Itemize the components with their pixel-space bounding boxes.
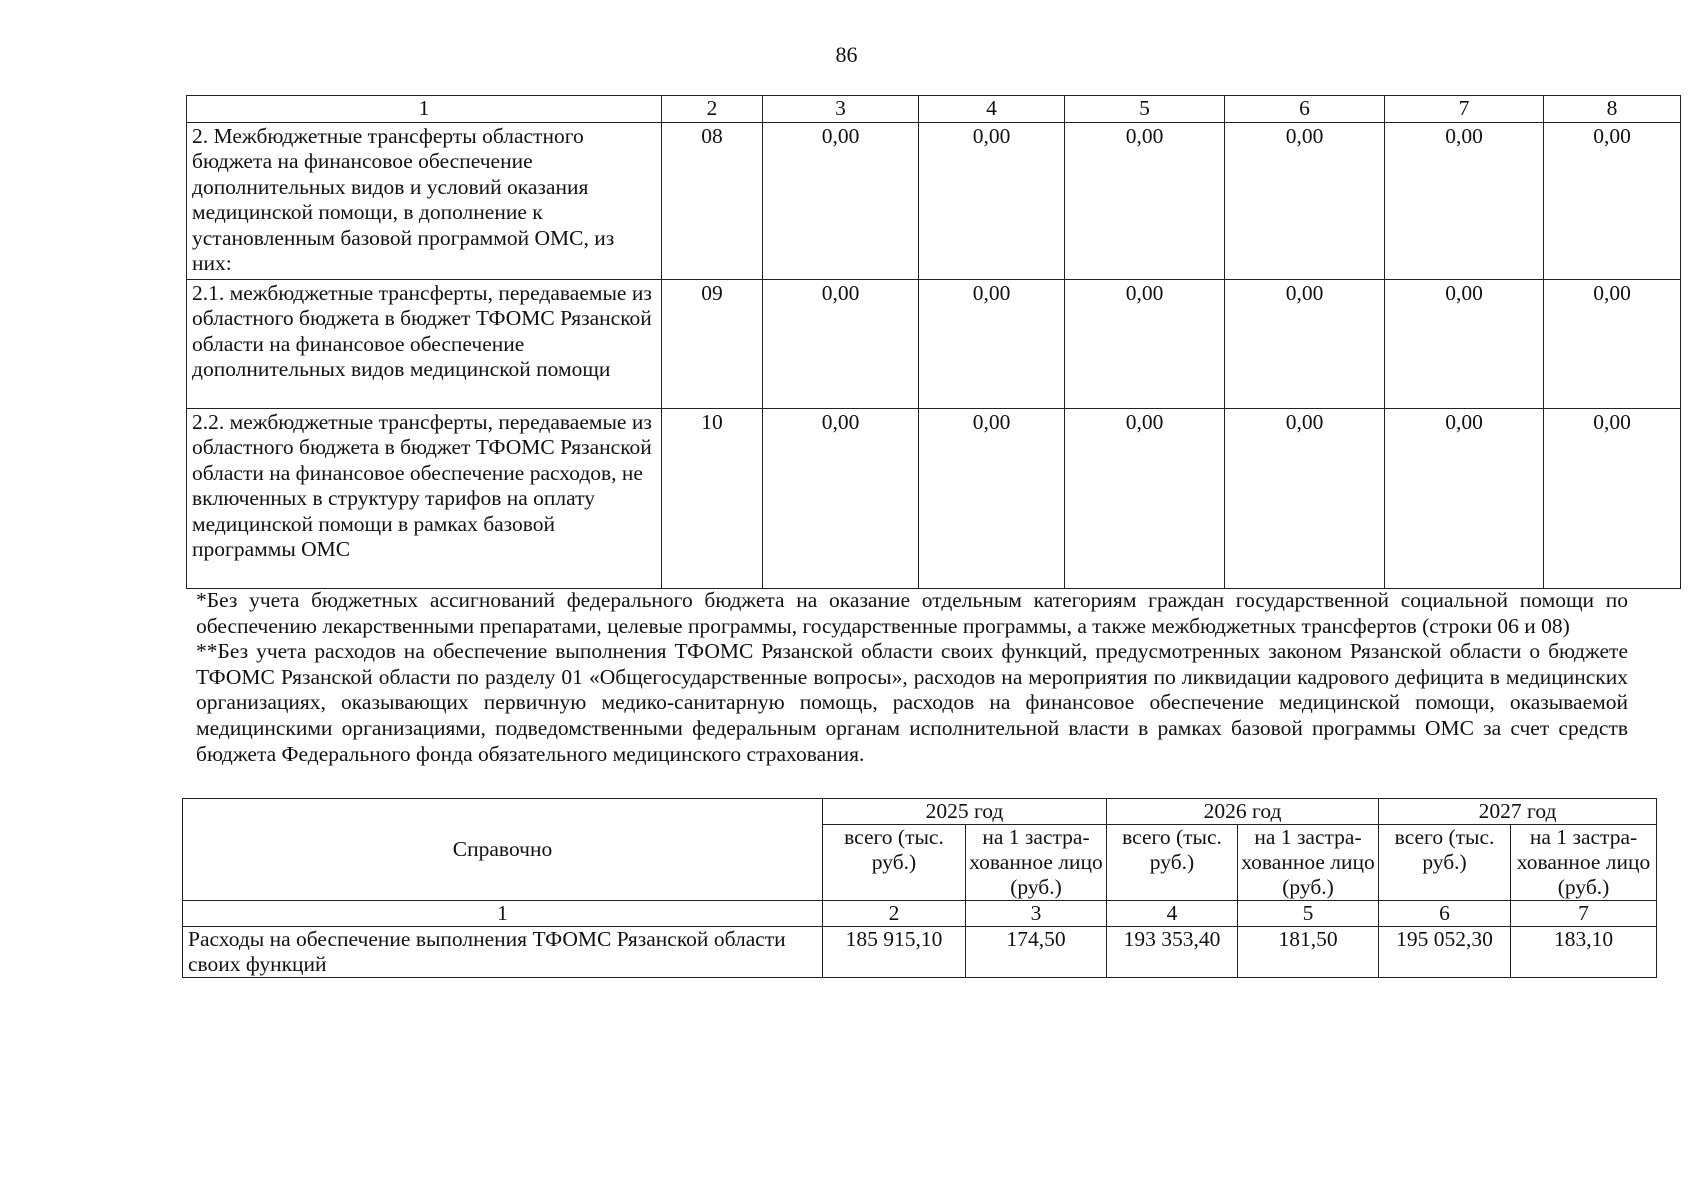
row-label: 2.1. межбюджетные трансферты, передаваемые из областного бюджета в бюджет ТФОМС Рязанской области на финансовое обеспечение дополнительных видов медицинской помощи (187, 279, 662, 408)
footnote-2: **Без учета расходов на обеспечение выполнения ТФОМС Рязанской области своих функций, предусмотренных законом Рязанской области о бюджете ТФОМС Рязанской области по разделу 01 «Общегосударственные вопросы», расходов на мероприятия по ликвидации кадрового дефицита в медицинских организациях, оказывающих первичную медико-санитарную помощь, расходов на финансовое обеспечение медицинской помощи, оказываемой медицинскими организациями, подведомственными федеральным органам исполнительной власти в рамках базовой программы ОМС за счет средств бюджета Федерального фонда обязательного медицинского страхования. (196, 639, 1628, 766)
row-value: 0,00 (1065, 122, 1225, 279)
column-number-row (187, 96, 1681, 123)
row-value: 0,00 (1385, 408, 1544, 588)
subheader-per-person: на 1 застра-хованное лицо (руб.) (1511, 825, 1657, 901)
column-number: 1 (183, 901, 823, 927)
row-label: Расходы на обеспечение выполнения ТФОМС Рязанской области своих функций (183, 927, 823, 978)
table-row (183, 927, 1657, 978)
column-number: 1 (187, 96, 662, 123)
row-value: 0,00 (1385, 279, 1544, 408)
subheader-total: всего (тыс. руб.) (1379, 825, 1511, 901)
column-number: 3 (763, 96, 919, 123)
row-value: 185 915,10 (823, 927, 966, 978)
subheader-per-person: на 1 застра-хованное лицо (руб.) (966, 825, 1107, 901)
column-number: 6 (1225, 96, 1385, 123)
subheader-total: всего (тыс. руб.) (1107, 825, 1238, 901)
row-value: 0,00 (1385, 122, 1544, 279)
column-number: 2 (662, 96, 763, 123)
column-number: 3 (966, 901, 1107, 927)
row-value: 0,00 (1225, 122, 1385, 279)
row-value: 0,00 (919, 279, 1065, 408)
row-value: 181,50 (1238, 927, 1379, 978)
row-value: 0,00 (763, 408, 919, 588)
footnotes (196, 588, 1628, 767)
row-value: 174,50 (966, 927, 1107, 978)
row-code: 10 (662, 408, 763, 588)
row-value: 195 052,30 (1379, 927, 1511, 978)
row-value: 193 353,40 (1107, 927, 1238, 978)
column-number-row (183, 901, 1657, 927)
row-value: 0,00 (1544, 279, 1681, 408)
row-value: 0,00 (1544, 408, 1681, 588)
row-value: 0,00 (763, 279, 919, 408)
page-number: 86 (835, 42, 858, 67)
row-value: 0,00 (763, 122, 919, 279)
column-number: 7 (1385, 96, 1544, 123)
row-value: 0,00 (1065, 408, 1225, 588)
year-header: 2026 год (1107, 799, 1379, 825)
row-label: 2. Межбюджетные трансферты областного бюджета на финансовое обеспечение дополнительных видов и условий оказания медицинской помощи, в дополнение к установленным базовой программой ОМС, из них: (187, 122, 662, 279)
row-value: 0,00 (919, 122, 1065, 279)
row-code: 08 (662, 122, 763, 279)
column-number: 7 (1511, 901, 1657, 927)
row-value: 0,00 (1544, 122, 1681, 279)
row-value: 0,00 (1225, 279, 1385, 408)
table-row (187, 122, 1681, 279)
column-number: 4 (919, 96, 1065, 123)
footnote-1: *Без учета бюджетных ассигнований федерального бюджета на оказание отдельным категориям граждан государственной социальной помощи по обеспечению лекарственными препаратами, целевые программы, государственные программы, а также межбюджетных трансфертов (строки 06 и 08) (196, 588, 1628, 638)
reference-table (182, 798, 1657, 978)
column-number: 8 (1544, 96, 1681, 123)
subheader-per-person: на 1 застра-хованное лицо (руб.) (1238, 825, 1379, 901)
row-code: 09 (662, 279, 763, 408)
column-number: 5 (1238, 901, 1379, 927)
year-header-row (183, 799, 1657, 825)
row-value: 0,00 (919, 408, 1065, 588)
column-number: 4 (1107, 901, 1238, 927)
reference-label: Справочно (183, 799, 823, 901)
table-row (187, 279, 1681, 408)
year-header: 2025 год (823, 799, 1107, 825)
budget-transfers-table (186, 95, 1681, 589)
column-number: 2 (823, 901, 966, 927)
row-value: 0,00 (1225, 408, 1385, 588)
row-value: 183,10 (1511, 927, 1657, 978)
table-row (187, 408, 1681, 588)
year-header: 2027 год (1379, 799, 1657, 825)
column-number: 5 (1065, 96, 1225, 123)
column-number: 6 (1379, 901, 1511, 927)
row-value: 0,00 (1065, 279, 1225, 408)
row-label: 2.2. межбюджетные трансферты, передаваемые из областного бюджета в бюджет ТФОМС Рязанской области на финансовое обеспечение расходов, не включенных в структуру тарифов на оплату медицинской помощи в рамках базовой программы ОМС (187, 408, 662, 588)
subheader-total: всего (тыс. руб.) (823, 825, 966, 901)
